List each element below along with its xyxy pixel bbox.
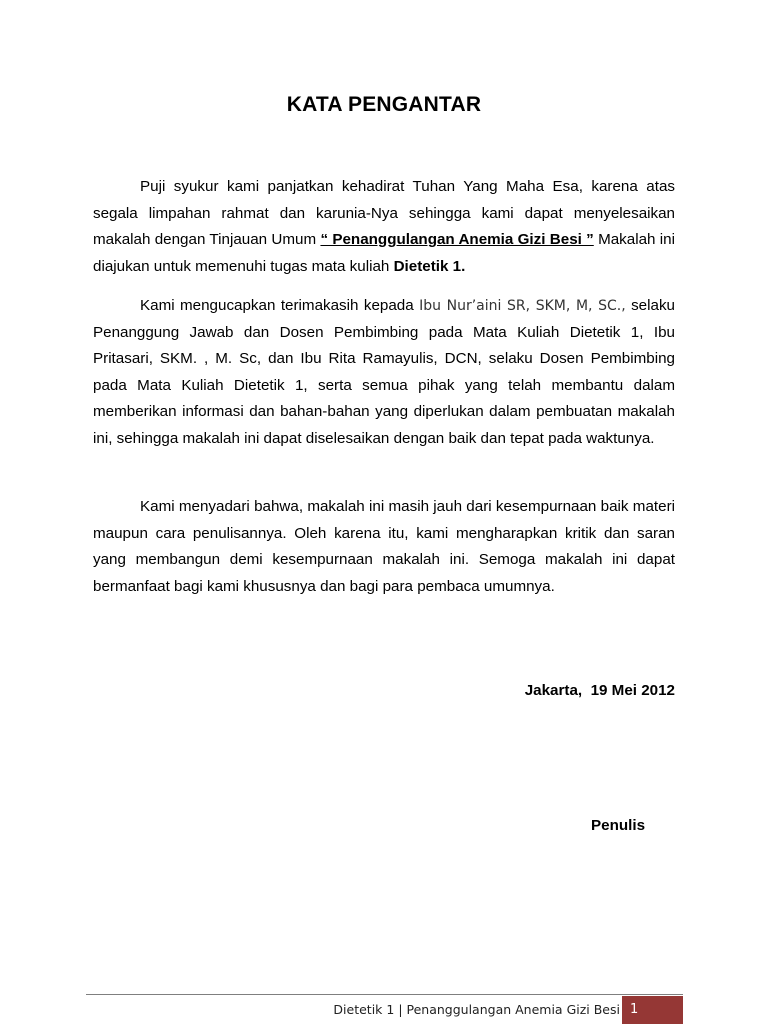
place-date: Jakarta, 19 Mei 2012 [524, 682, 675, 699]
footer-divider [86, 994, 683, 995]
paragraph-thanks [93, 293, 675, 453]
paragraph-opening-text: Puji syukur kami panjatkan kehadirat Tuhan Yang Maha Esa, karena atas segala limpahan rahmat dan karunia-Nya sehingga kami dapat menyelesaikan makalah dengan Tinjauan Umum [93, 178, 675, 249]
paragraph-thanks-text-cont: selaku Penanggung Jawab dan Dosen Pembimbing pada Mata Kuliah Dietetik 1, Ibu Pritasari, SKM. , M. Sc, dan Ibu Rita Ramayulis, DCN, selaku Dosen Pembimbing pada Mata Kuliah Dietetik 1, serta semua pihak yang telah membantu dalam memberikan informasi dan bahan-bahan yang diperlukan dalam pembuatan makalah ini, sehingga makalah ini dapat diselesaikan dengan baik dan tepat pada waktunya. [93, 297, 675, 447]
topic-title: “ Penanggulangan Anemia Gizi Besi ” [320, 231, 594, 249]
paragraph-opening [93, 174, 675, 280]
page-title: KATA PENGANTAR [286, 93, 482, 116]
course-name: Dietetik 1. [393, 257, 466, 275]
paragraph-closing: Kami menyadari bahwa, makalah ini masih jauh dari kesempurnaan baik materi maupun cara penulisannya. Oleh karena itu, kami mengharapkan kritik dan saran yang membangun demi kesempurnaan makalah ini. Semoga makalah ini dapat bermanfaat bagi kami khususnya dan bagi para pembaca umumnya. [93, 498, 675, 595]
paragraph-thanks-text: Kami mengucapkan terimakasih kepada [140, 297, 420, 314]
footer-text: Dietetik 1 | Penanggulangan Anemia Gizi Besi [333, 1002, 620, 1017]
page-number-badge: 1 [622, 996, 683, 1024]
paragraph-opening-text-cont: Makalah ini diajukan untuk memenuhi tugas mata kuliah [93, 231, 675, 275]
lecturer-name: Ibu Nur’aini SR, SKM, M, SC., [419, 298, 626, 314]
signer: Penulis [591, 817, 646, 834]
